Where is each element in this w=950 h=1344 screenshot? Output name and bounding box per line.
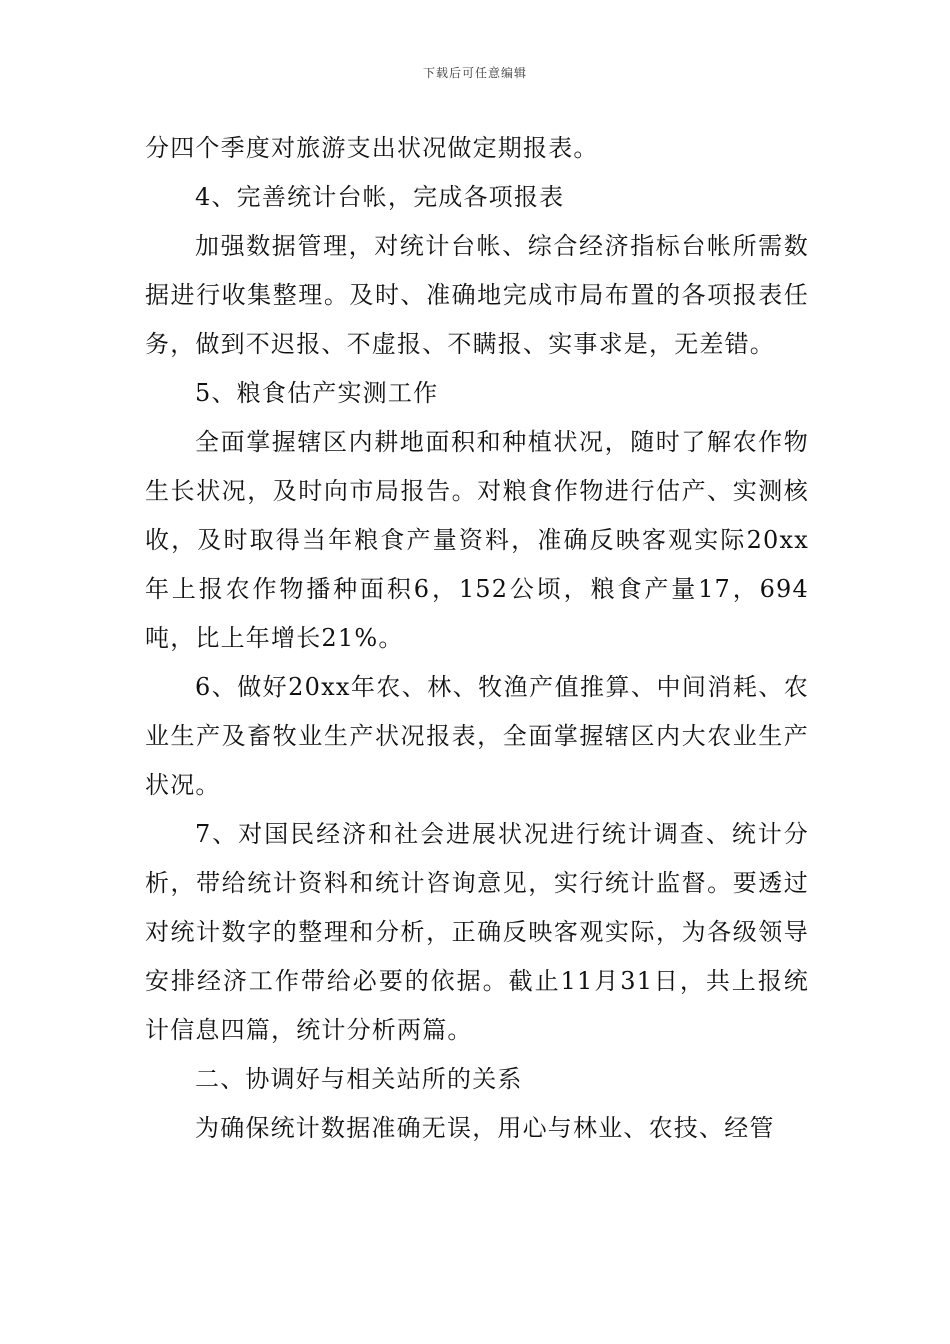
section-heading: 二、协调好与相关站所的关系 bbox=[195, 1065, 523, 1093]
paragraph: 为确保统计数据准确无误，用心与林业、农技、经管 bbox=[195, 1114, 775, 1142]
paragraph: 6、做好20xx年农、林、牧渔产值推算、中间消耗、农业生产及畜牧业生产状况报表，全面掌握辖区内大农业生产状况。 bbox=[145, 673, 809, 799]
paragraph: 分四个季度对旅游支出状况做定期报表。 bbox=[145, 134, 599, 162]
page-header-note: 下载后可任意编辑 bbox=[422, 66, 527, 80]
section-heading: 5、粮食估产实测工作 bbox=[195, 379, 439, 407]
paragraph: 7、对国民经济和社会进展状况进行统计调查、统计分析，带给统计资料和统计咨询意见，实行统计监督。要透过对统计数字的整理和分析，正确反映客观实际，为各级领导安排经济工作带给必要的依据。截止11月31日，共上报统计信息四篇，统计分析两篇。 bbox=[145, 820, 809, 1044]
paragraph: 全面掌握辖区内耕地面积和种植状况，随时了解农作物生长状况，及时向市局报告。对粮食作物进行估产、实测核收，及时取得当年粮食产量资料，准确反映客观实际20xx年上报农作物播种面积6，152公顷，粮食产量17，694吨，比上年增长21%。 bbox=[145, 428, 809, 652]
section-heading: 4、完善统计台帐，完成各项报表 bbox=[195, 183, 565, 211]
document-body bbox=[145, 124, 809, 1153]
paragraph: 加强数据管理，对统计台帐、综合经济指标台帐所需数据进行收集整理。及时、准确地完成市局布置的各项报表任务，做到不迟报、不虚报、不瞒报、实事求是，无差错。 bbox=[145, 232, 809, 358]
